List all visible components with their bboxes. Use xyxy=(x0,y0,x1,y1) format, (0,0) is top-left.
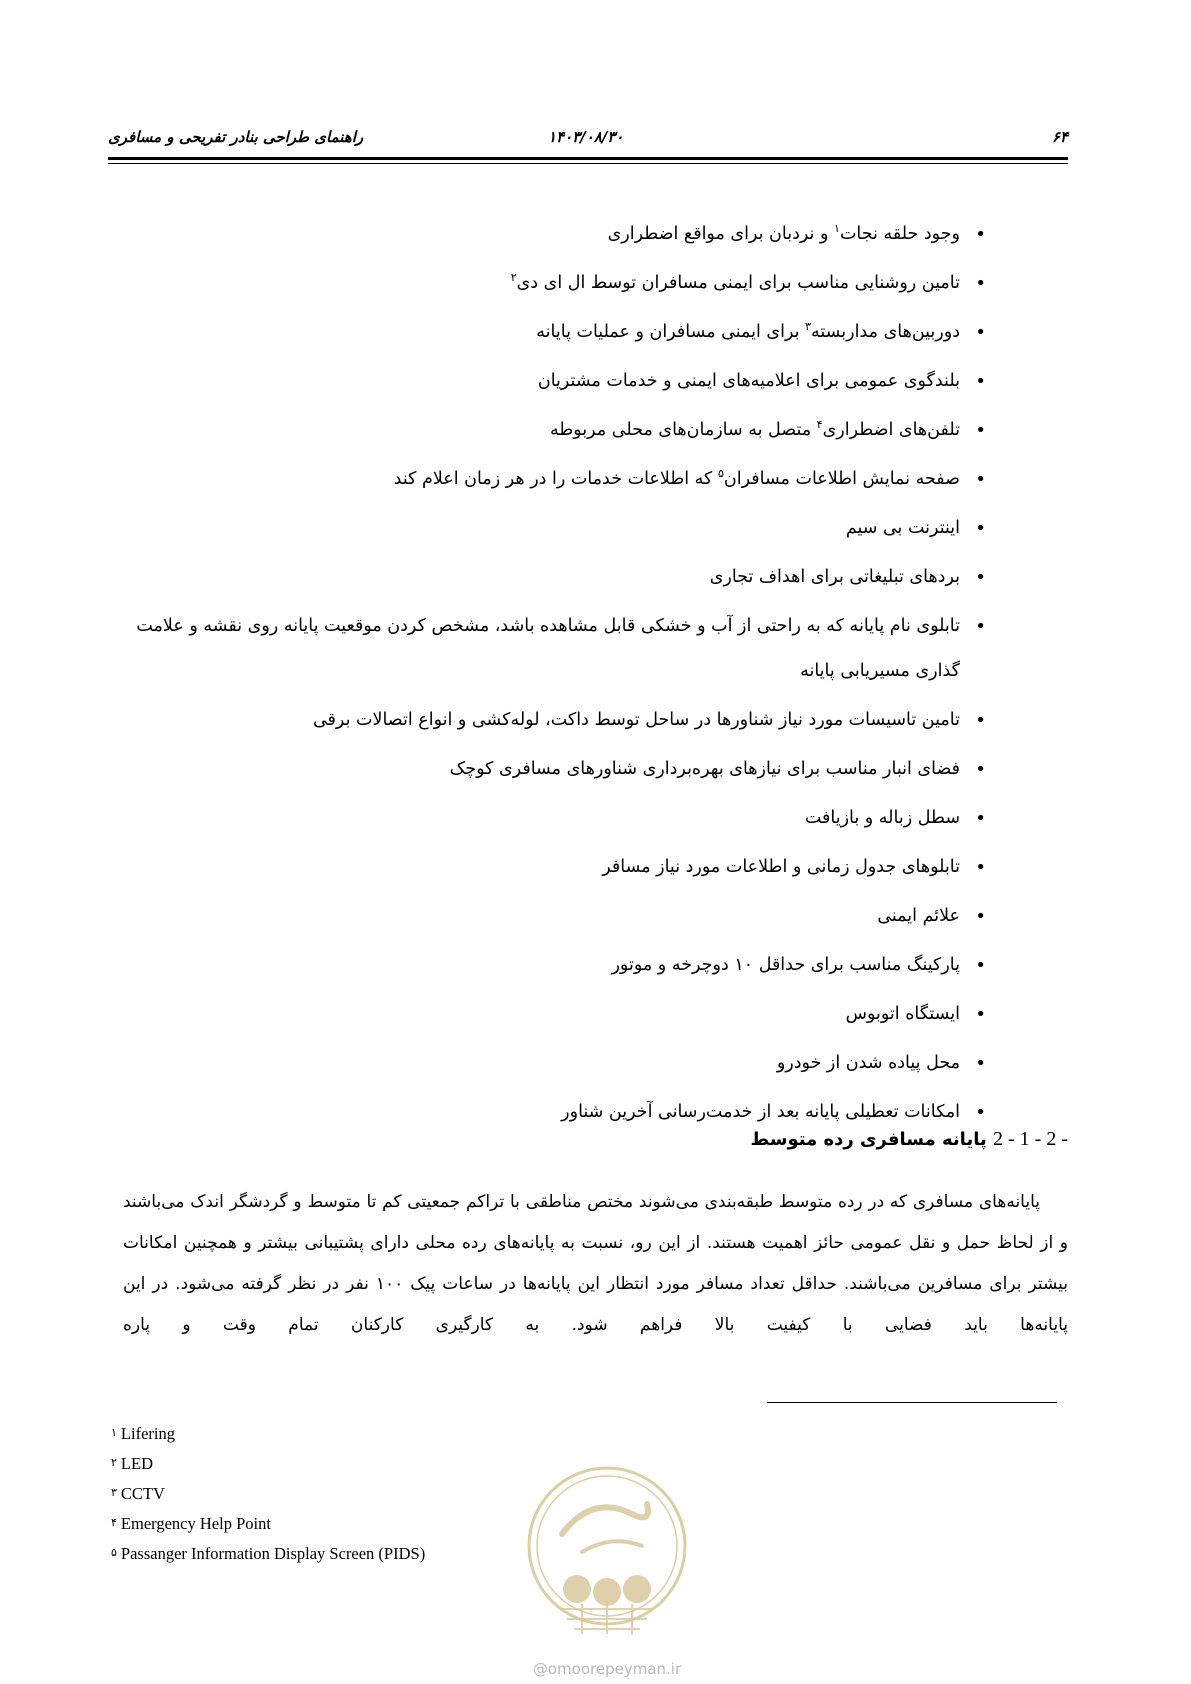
footnote-ref: ۵ xyxy=(717,467,724,481)
requirements-list xyxy=(106,212,986,1139)
section-paragraph: پایانه‌های مسافری که در رده متوسط طبقه‌بندی می‌شوند مختص مناطقی با تراکم جمعیتی کم تا متوسط و گردشگر اندک می‌باشند و از لحاظ حمل و نقل عمومی حائز اهمیت هستند. از این رو، نسبت به پایانه‌های رده محلی دارای پشتیبانی بیشتر و همچنین امکانات بیشتر برای مسافرین می‌باشند. حداقل تعداد مسافر مورد انتظار این پایانه‌ها در ساعات پیک ۱۰۰ نفر در نظر گرفته می‌شود. در این پایانه‌ها باید فضایی با کیفیت بالا فراهم شود. به کارگیری کارکنان تمام وقت و پاره xyxy=(123,1192,1069,1335)
list-item: • صفحه نمایش اطلاعات مسافران$^۵$ که اطلاعات خدمات را در هر زمان اعلام کند xyxy=(106,457,986,502)
list-item: • تابلوی نام پایانه که به راحتی از آب و خشکی قابل مشاهده باشد، مشخص کردن موقعیت پایانه روی نقشه و علامت گذاری مسیریابی پایانه xyxy=(106,604,986,694)
list-item: • تامین تاسیسات مورد نیاز شناورها در ساحل توسط داکت، لوله‌کشی و انواع اتصالات برقی xyxy=(106,698,986,743)
list-item: • تابلوهای جدول زمانی و اطلاعات مورد نیاز مسافر xyxy=(106,845,986,890)
footnote-mark: ۲ xyxy=(111,1456,117,1469)
page-header xyxy=(108,128,1068,152)
list-item: • بردهای تبلیغاتی برای اهداف تجاری xyxy=(106,555,986,600)
list-item: • تامین روشنایی مناسب برای ایمنی مسافران توسط ال ای دی$^۲$ xyxy=(106,261,986,306)
footnote: ۵ Passanger Information Display Screen (PIDS) xyxy=(111,1544,426,1563)
footnote-mark: ۳ xyxy=(111,1486,117,1499)
header-date: ۱۴۰۳/۰۸/۳۰ xyxy=(548,128,624,146)
header-rule-thick xyxy=(108,157,1068,160)
list-item: • ایستگاه اتوبوس xyxy=(106,992,986,1037)
list-item: • دوربین‌های مداربسته$^۳$ برای ایمنی مسافران و عملیات پایانه xyxy=(106,310,986,355)
footnote: ۱ Lifering xyxy=(111,1424,175,1443)
list-item: • سطل زباله و بازیافت xyxy=(106,796,986,841)
list-item: • وجود حلقه نجات$^۱$ و نردبان برای مواقع اضطراری xyxy=(106,212,986,257)
list-item: • پارکینگ مناسب برای حداقل ۱۰ دوچرخه و موتور xyxy=(106,943,986,988)
section-number: 2 - 1 - 2 - xyxy=(993,1128,1068,1150)
footnote: ۴ Emergency Help Point xyxy=(111,1514,271,1533)
watermark-logo xyxy=(522,1464,692,1679)
footnote-separator xyxy=(767,1402,1057,1403)
section-title: پایانه مسافری رده متوسط xyxy=(750,1129,987,1150)
page-number: ۶۴ xyxy=(1051,128,1068,146)
section-heading xyxy=(468,1128,1068,1151)
footnote-ref: ۱ xyxy=(834,222,840,236)
list-item: • امکانات تعطیلی پایانه بعد از خدمت‌رسانی آخرین شناور xyxy=(106,1090,986,1135)
footnote: ۲ LED xyxy=(111,1454,153,1473)
footnote-mark: ۴ xyxy=(111,1516,117,1529)
list-item: • فضای انبار مناسب برای نیازهای بهره‌برداری شناورهای مسافری کوچک xyxy=(106,747,986,792)
list-item: • اینترنت بی سیم xyxy=(106,506,986,551)
footnote-ref: ۲ xyxy=(510,271,517,285)
footnote-mark: ۱ xyxy=(111,1426,117,1439)
footnote: ۳ CCTV xyxy=(111,1484,165,1503)
list-item: • بلندگوی عمومی برای اعلامیه‌های ایمنی و خدمات مشتریان xyxy=(106,359,986,404)
footnote-ref: ۴ xyxy=(816,418,823,432)
header-rule-thin xyxy=(108,163,1068,164)
list-item: • محل پیاده شدن از خودرو xyxy=(106,1041,986,1086)
list-item: • تلفن‌های اضطراری$^۴$ متصل به سازمان‌های محلی مربوطه xyxy=(106,408,986,453)
footnote-mark: ۵ xyxy=(111,1546,117,1559)
document-title: راهنمای طراحی بنادر تفریحی و مسافری xyxy=(108,128,364,146)
footnote-ref: ۳ xyxy=(805,320,811,334)
list-item: • علائم ایمنی xyxy=(106,894,986,939)
watermark-handle: @omoorepeyman.ir xyxy=(532,1660,682,1678)
